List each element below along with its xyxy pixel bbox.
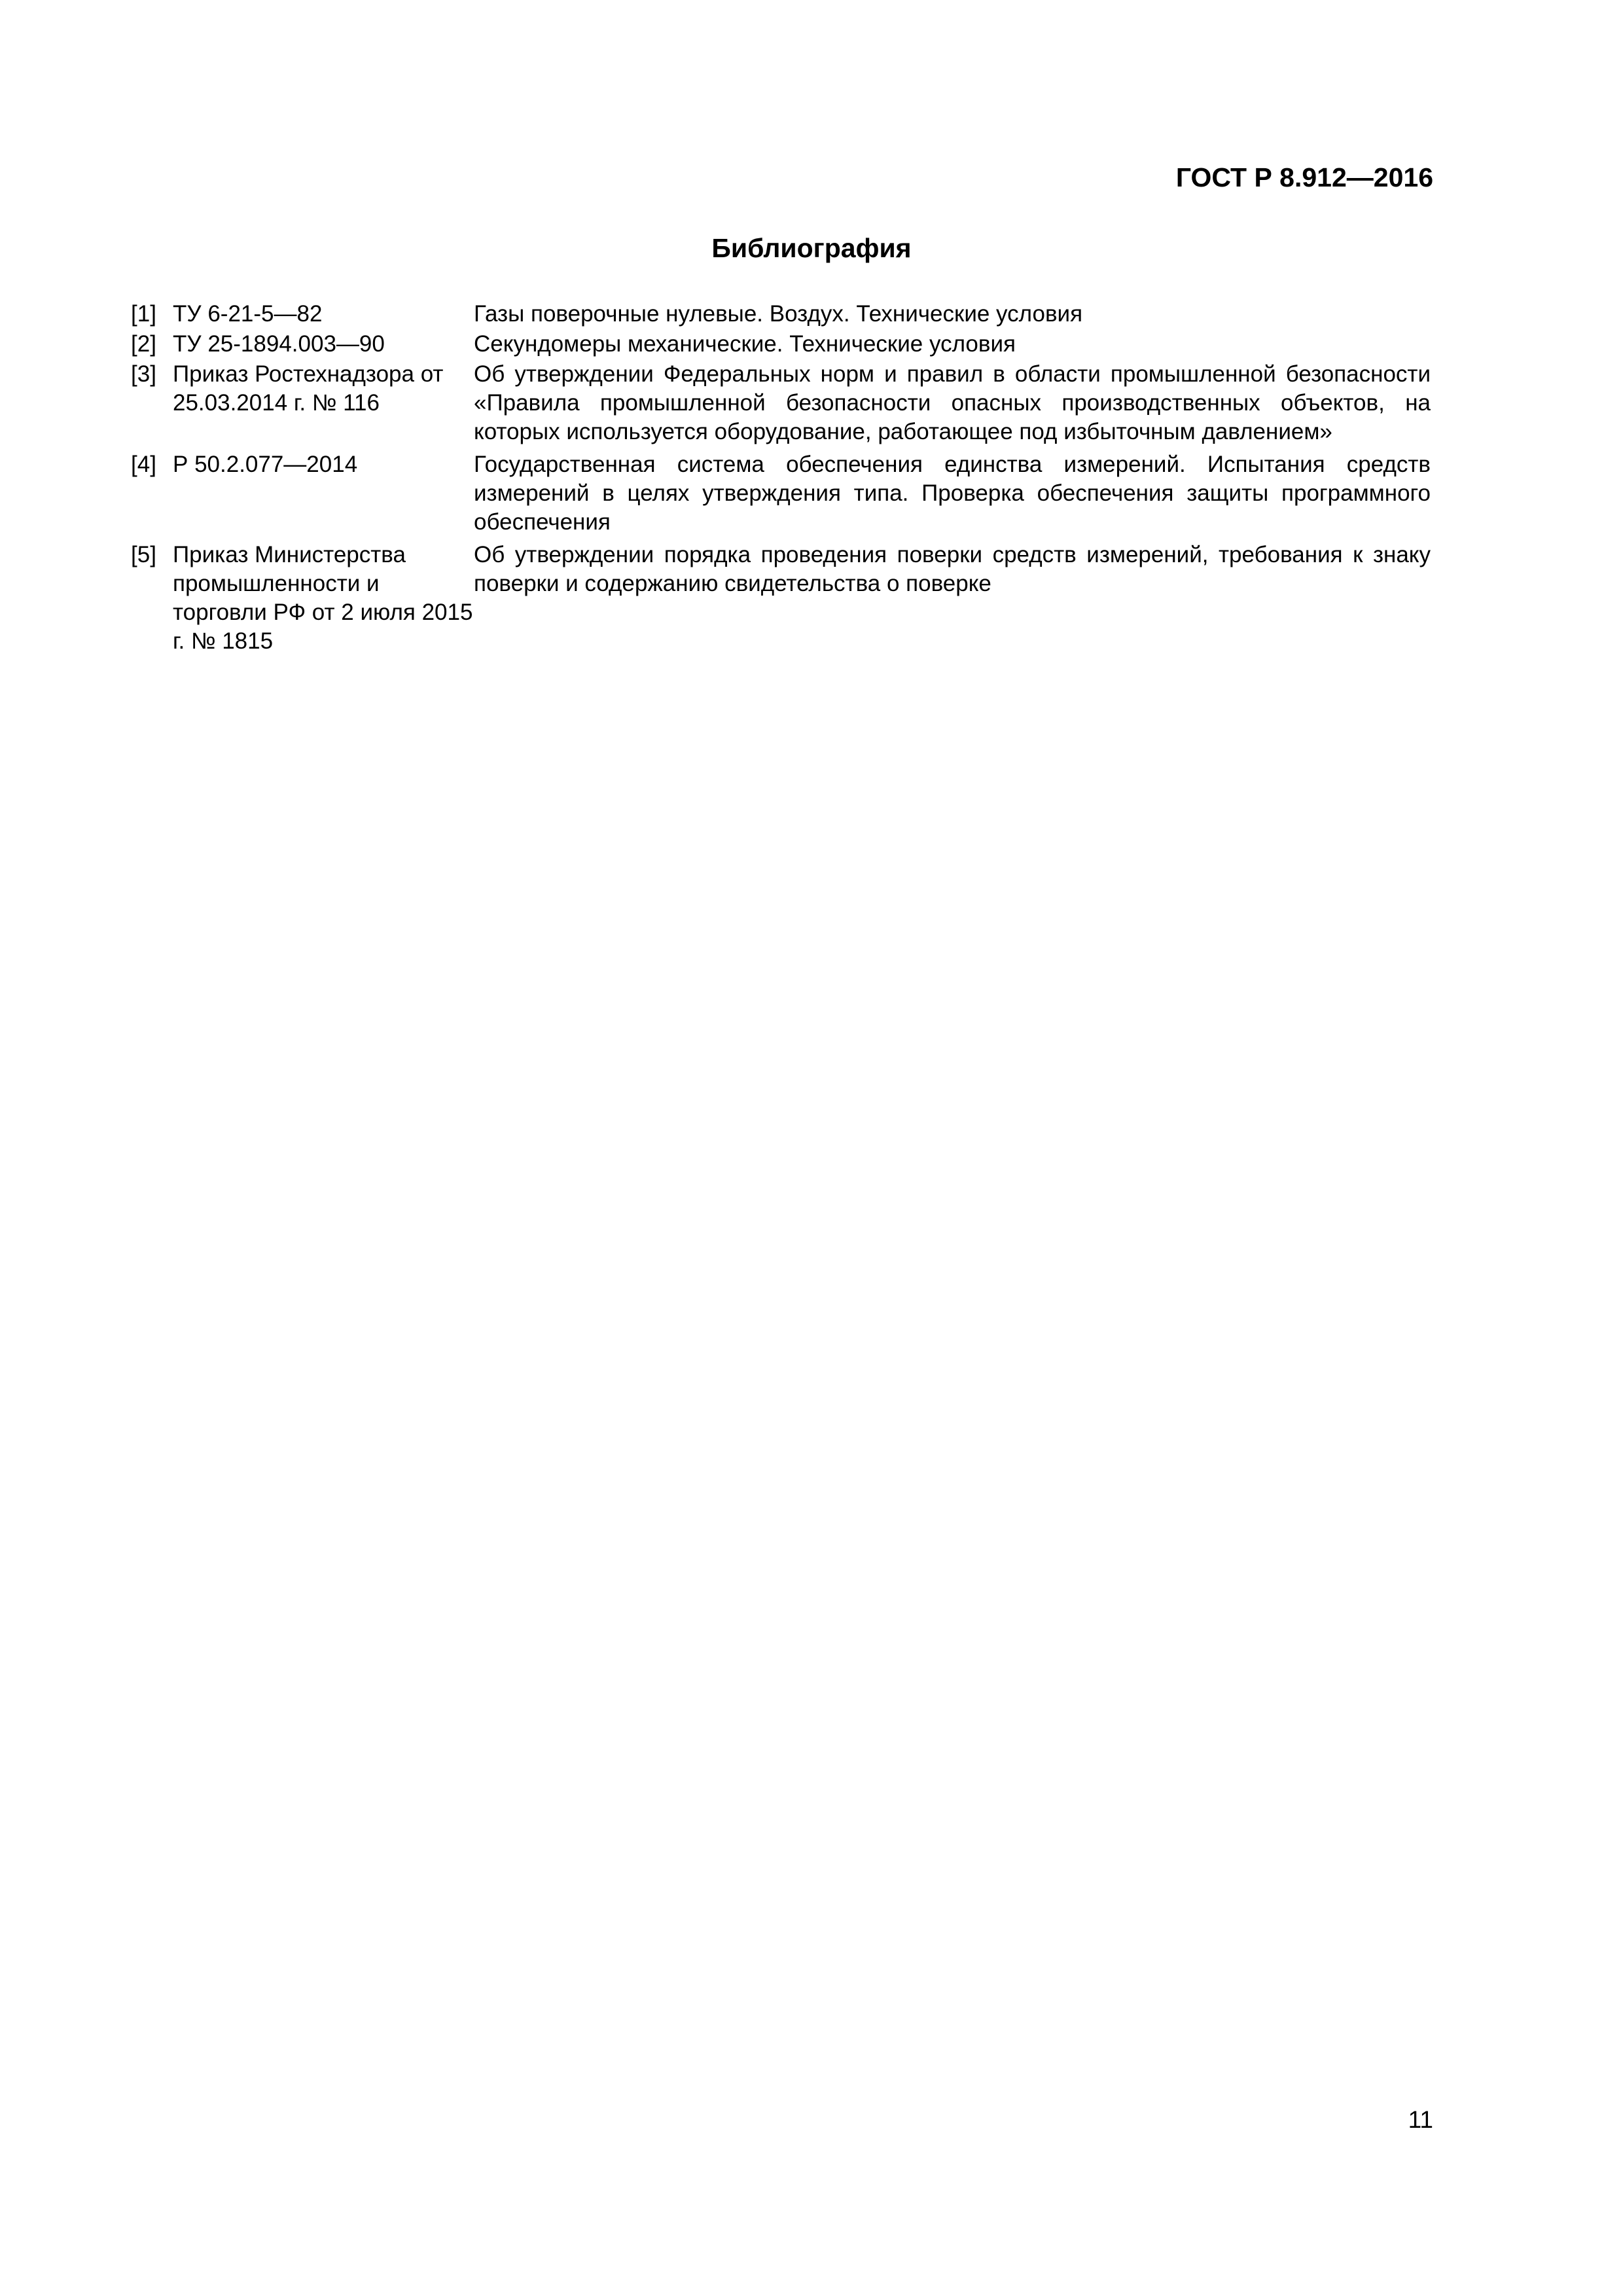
entry-title: Секундомеры механические. Технические условия (474, 331, 1016, 357)
bibliography-list (131, 300, 1431, 657)
entry-reference: Р 50.2.077—2014 (173, 452, 358, 477)
entry-title: Государственная система обеспечения единства измерений. Испытания средств измерений в целях утверждения типа. Проверка обеспечения защиты программного обеспечения (474, 452, 1431, 535)
entry-number: [5] (131, 542, 156, 567)
entry-number: [3] (131, 361, 156, 387)
entry-title: Газы поверочные нулевые. Воздух. Технические условия (474, 301, 1083, 327)
document-code: ГОСТ Р 8.912—2016 (1175, 162, 1433, 192)
entry-number: [1] (131, 301, 156, 327)
entry-number: [4] (131, 452, 156, 477)
bibliography-entry (131, 330, 1431, 359)
entry-number: [2] (131, 331, 156, 357)
bibliography-entry (131, 541, 1431, 656)
entry-reference: Приказ Ростехнадзора от 25.03.2014 г. № 116 (173, 361, 444, 416)
entry-reference: ТУ 25-1894.003—90 (173, 331, 385, 357)
section-title: Библиография (711, 233, 912, 263)
entry-reference: Приказ Министерства промышленности и торговли РФ от 2 июля 2015 г. № 1815 (173, 542, 473, 654)
entry-reference: ТУ 6-21-5—82 (173, 301, 323, 327)
entry-title: Об утверждении порядка проведения поверки средств измерений, требования к знаку поверки и содержанию свидетельства о поверке (474, 542, 1431, 596)
bibliography-entry (131, 300, 1431, 329)
bibliography-entry (131, 360, 1431, 446)
bibliography-entry (131, 450, 1431, 537)
entry-title: Об утверждении Федеральных норм и правил в области промышленной безопасности «Правила промышленной безопасности опасных производственных объектов, на которых используется оборудование, работающее под избыточным давлением» (474, 361, 1431, 444)
page-number: 11 (1408, 2106, 1433, 2133)
